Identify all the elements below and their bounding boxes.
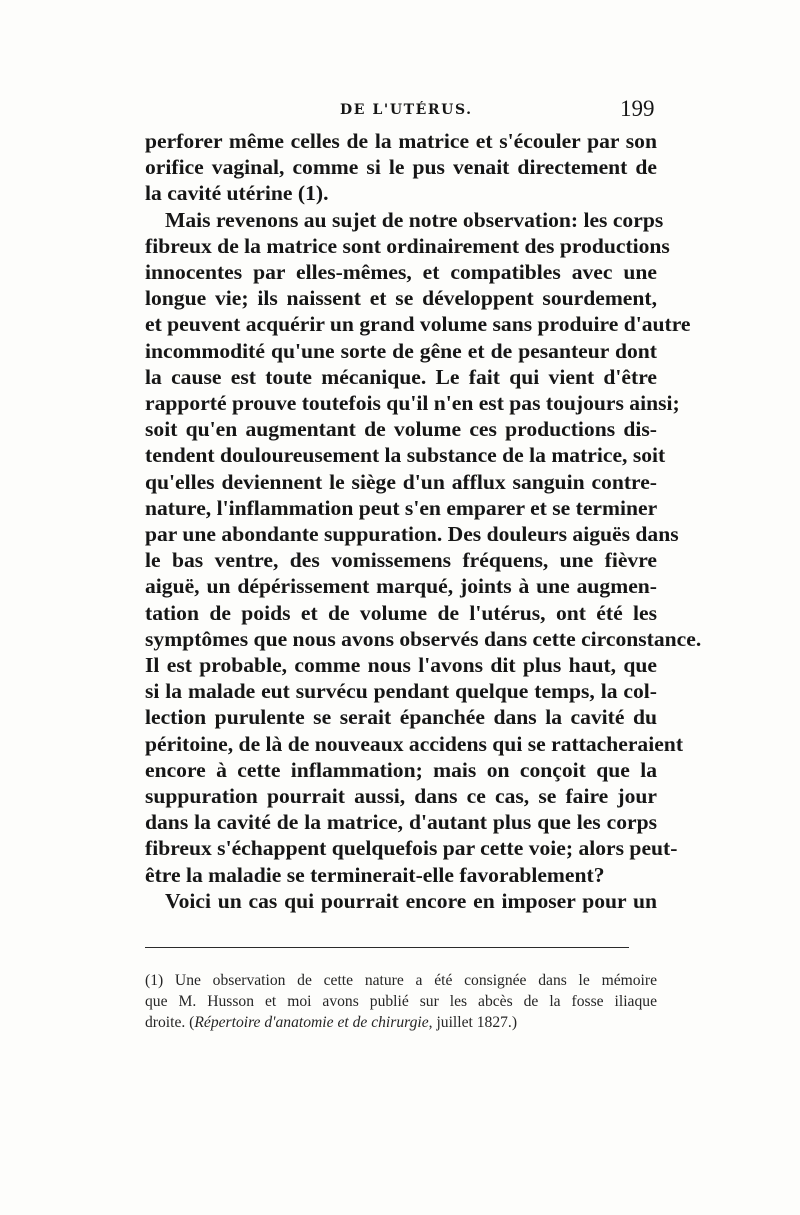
footnote-line3-prefix: droite. ( xyxy=(145,1014,195,1032)
body-line: tation de poids et de volume de l'utérus, ont été les xyxy=(145,600,657,625)
body-line: le bas ventre, des vomissemens fréquens, une fièvre xyxy=(145,548,657,573)
body-line: symptômes que nous avons observés dans cette circonstance. xyxy=(145,626,702,651)
footnote-line: que M. Husson et moi avons publié sur les abcès de la fosse iliaque xyxy=(145,993,657,1011)
body-line: dans la cavité de la matrice, d'autant plus que les corps xyxy=(145,810,657,835)
footnote-rule xyxy=(145,947,629,948)
footnote-line-last xyxy=(145,1012,657,1033)
body-line: aiguë, un dépérissement marqué, joints à une augmen- xyxy=(145,574,657,599)
body-line: la cause est toute mécanique. Le fait qui vient d'être xyxy=(145,364,657,389)
body-line: qu'elles deviennent le siège d'un afflux sanguin contre- xyxy=(145,469,657,494)
footnote-line3-suffix: , juillet 1827.) xyxy=(428,1014,518,1032)
footnote xyxy=(145,970,657,1034)
body-line: lection purulente se serait épanchée dans la cavité du xyxy=(145,705,657,730)
body-line: la cavité utérine (1). xyxy=(145,181,329,206)
running-title: DE L'UTÉRUS. xyxy=(340,102,473,118)
body-line: Il est probable, comme nous l'avons dit plus haut, que xyxy=(145,653,657,678)
body-line: par une abondante suppuration. Des douleurs aiguës dans xyxy=(145,522,679,547)
body-line: incommodité qu'une sorte de gêne et de pesanteur dont xyxy=(145,338,657,363)
footnote-journal-title: Répertoire d'anatomie et de chirurgie xyxy=(194,1014,429,1032)
body-line: Voici un cas qui pourrait encore en imposer pour un xyxy=(165,888,657,913)
body-text xyxy=(145,128,702,914)
body-line: fibreux de la matrice sont ordinairement des productions xyxy=(145,233,670,258)
body-line: suppuration pourrait aussi, dans ce cas, se faire jour xyxy=(145,784,657,809)
body-line: et peuvent acquérir un grand volume sans produire d'autre xyxy=(145,312,691,337)
body-line: tendent douloureusement la substance de la matrice, soit xyxy=(145,443,666,468)
body-line: fibreux s'échappent quelquefois par cette voie; alors peut- xyxy=(145,836,678,861)
body-line: rapporté prouve toutefois qu'il n'en est pas toujours ainsi; xyxy=(145,391,680,416)
body-line: encore à cette inflammation; mais on conçoit que la xyxy=(145,757,657,782)
body-line: innocentes par elles-mêmes, et compatibles avec une xyxy=(145,260,657,285)
body-line: péritoine, de là de nouveaux accidens qui se rattacheraient xyxy=(145,731,684,756)
body-line: soit qu'en augmentant de volume ces productions dis- xyxy=(145,417,657,442)
body-line: être la maladie se terminerait-elle favorablement? xyxy=(145,862,605,887)
body-line: nature, l'inflammation peut s'en emparer et se terminer xyxy=(145,495,658,520)
body-line: perforer même celles de la matrice et s'écouler par son xyxy=(145,129,657,153)
body-line: Mais revenons au sujet de notre observation: les corps xyxy=(165,207,664,232)
footnote-line: (1) Une observation de cette nature a été consignée dans le mémoire xyxy=(145,972,657,989)
body-line: si la malade eut survécu pendant quelque temps, la col- xyxy=(145,679,657,704)
body-line: orifice vaginal, comme si le pus venait directement de xyxy=(145,155,657,180)
body-line: longue vie; ils naissent et se développent sourdement, xyxy=(145,286,657,311)
page-number: 199 xyxy=(620,96,655,121)
